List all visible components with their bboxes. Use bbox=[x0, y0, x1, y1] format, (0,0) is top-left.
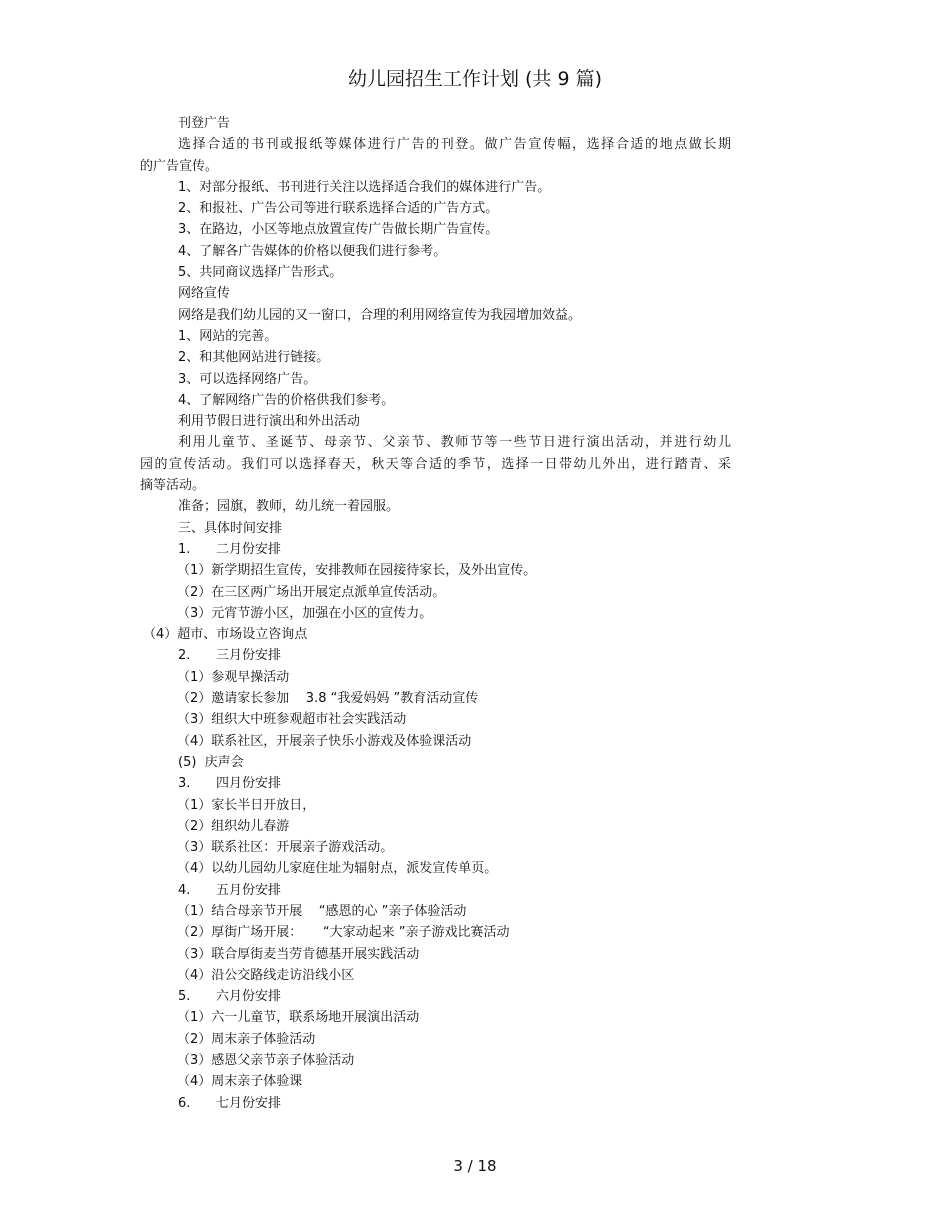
list-item: （2）邀请家长参加 3.8 “我爱妈妈 ”教育活动宣传 bbox=[177, 691, 479, 707]
paragraph-line: 网络是我们幼儿园的又一窗口，合理的利用网络宣传为我园增加效益。 bbox=[178, 307, 582, 323]
page-number: 3 / 18 bbox=[453, 1157, 497, 1175]
list-item: （4）沿公交路线走访沿线小区 bbox=[177, 967, 355, 983]
list-item: 2、和报社、广告公司等进行联系选择合适的广告方式。 bbox=[178, 201, 499, 217]
section-heading-print-ads: 刊登广告 bbox=[178, 116, 231, 131]
list-item: （2）周末亲子体验活动 bbox=[177, 1031, 316, 1047]
month-number: 3. bbox=[178, 776, 191, 792]
month-number: 6. bbox=[178, 1095, 191, 1111]
list-item: （2）厚街广场开展： “大家动起来 ”亲子游戏比赛活动 bbox=[177, 925, 510, 941]
paragraph-line: 的广告宣传。 bbox=[140, 158, 219, 174]
month-heading-february bbox=[0, 539, 950, 560]
list-item: 4、了解网络广告的价格供我们参考。 bbox=[178, 392, 395, 408]
list-item: （1）结合母亲节开展 “感恩的心 ”亲子体验活动 bbox=[177, 903, 467, 919]
paragraph-line: 摘等活动。 bbox=[140, 478, 206, 494]
month-number: 1. bbox=[178, 541, 191, 557]
list-item: （2）组织幼儿春游 bbox=[177, 818, 290, 834]
month-heading-june bbox=[0, 986, 950, 1007]
list-item: 3、在路边，小区等地点放置宣传广告做长期广告宣传。 bbox=[178, 222, 499, 238]
month-title: 三月份安排 bbox=[216, 648, 282, 664]
list-item: （4）超市、市场设立咨询点 bbox=[143, 627, 308, 643]
month-heading-july bbox=[0, 1093, 950, 1114]
list-item: 1、网站的完善。 bbox=[178, 328, 278, 344]
list-item: （2）在三区两广场出开展定点派单宣传活动。 bbox=[177, 584, 446, 600]
list-item: （4）周末亲子体验课 bbox=[177, 1074, 303, 1090]
month-number: 2. bbox=[178, 648, 191, 664]
list-item: （3）组织大中班参观超市社会实践活动 bbox=[177, 712, 407, 728]
list-item: 3、可以选择网络广告。 bbox=[178, 371, 317, 387]
section-heading-holiday-events: 利用节假日进行演出和外出活动 bbox=[178, 414, 361, 430]
paragraph-line: 准备；园旗，教师，幼儿统一着园服。 bbox=[178, 499, 400, 515]
month-title: 五月份安排 bbox=[216, 882, 282, 898]
list-item: 4、了解各广告媒体的价格以便我们进行参考。 bbox=[178, 243, 447, 259]
paragraph-line: 选择合适的书刊或报纸等媒体进行广告的刊登。做广告宣传幅，选择合适的地点做长期 bbox=[178, 137, 731, 153]
section-heading-schedule: 三、具体时间安排 bbox=[178, 520, 283, 536]
list-item: （3）联合厚街麦当劳肯德基开展实践活动 bbox=[177, 946, 420, 962]
list-item: （3）感恩父亲节亲子体验活动 bbox=[177, 1053, 355, 1069]
month-number: 5. bbox=[178, 989, 191, 1005]
paragraph-line: 园的宣传活动。我们可以选择春天，秋天等合适的季节，选择一日带幼儿外出，进行踏青、采 bbox=[140, 456, 731, 472]
month-heading-april bbox=[0, 773, 950, 794]
list-item: （1）六一儿童节，联系场地开展演出活动 bbox=[177, 1010, 420, 1026]
list-item: （1）家长半日开放日， bbox=[177, 797, 316, 813]
list-item: （3）联系社区：开展亲子游戏活动。 bbox=[177, 840, 394, 856]
list-item: (5) 庆声会 bbox=[178, 754, 244, 770]
list-item: （3）元宵节游小区，加强在小区的宣传力。 bbox=[177, 605, 433, 621]
list-item: 2、和其他网站进行链接。 bbox=[178, 350, 330, 366]
section-heading-online-ads: 网络宣传 bbox=[178, 286, 231, 302]
list-item: 5、共同商议选择广告形式。 bbox=[178, 265, 343, 281]
month-title: 七月份安排 bbox=[216, 1095, 282, 1111]
list-item: （1）新学期招生宣传，安排教师在园接待家长，及外出宣传。 bbox=[177, 563, 537, 579]
month-heading-may bbox=[0, 880, 950, 901]
list-item: （1）参观早操活动 bbox=[177, 669, 290, 685]
month-title: 二月份安排 bbox=[216, 541, 282, 557]
month-number: 4. bbox=[178, 882, 191, 898]
paragraph-line: 利用儿童节、圣诞节、母亲节、父亲节、教师节等一些节日进行演出活动，并进行幼儿 bbox=[178, 435, 731, 451]
document-title: 幼儿园招生工作计划 (共 9 篇) bbox=[347, 68, 603, 90]
list-item: （4）以幼儿园幼儿家庭住址为辐射点，派发宣传单页。 bbox=[177, 861, 498, 877]
list-item: （4）联系社区，开展亲子快乐小游戏及体验课活动 bbox=[177, 733, 472, 749]
month-title: 六月份安排 bbox=[216, 989, 282, 1005]
month-title: 四月份安排 bbox=[216, 776, 282, 792]
list-item: 1、对部分报纸、书刊进行关注以选择适合我们的媒体进行广告。 bbox=[178, 179, 551, 195]
month-heading-march bbox=[0, 645, 950, 666]
document-body bbox=[0, 113, 950, 1114]
